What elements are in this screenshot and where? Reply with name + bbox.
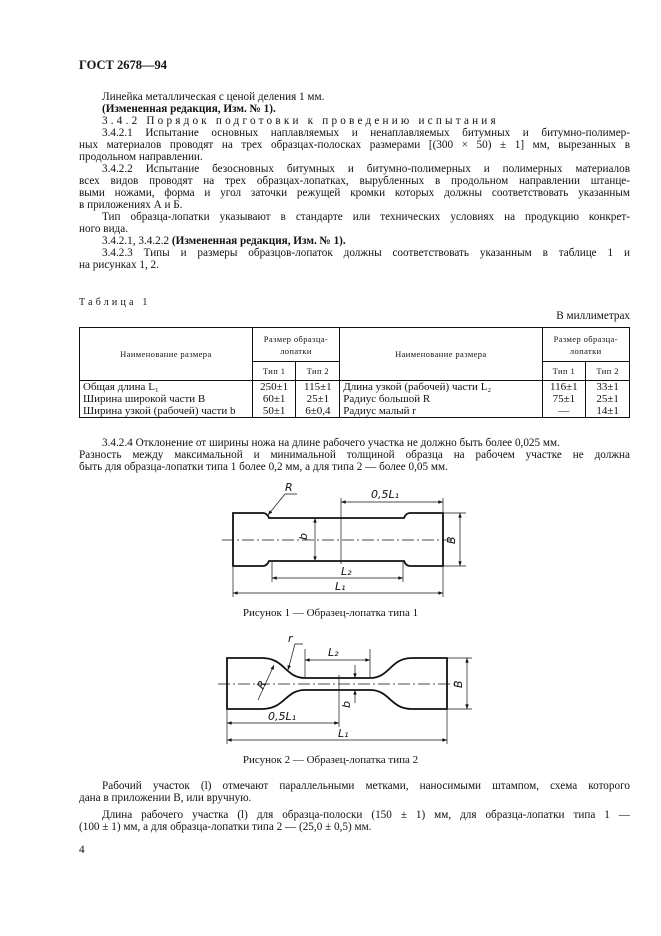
label-R: R <box>285 481 293 494</box>
amendment-note: (Измененная редакция, Изм. № 1). <box>102 103 276 115</box>
column-header: Наименование размера <box>340 328 542 381</box>
column-header: Тип 2 <box>586 362 630 381</box>
column-header: Размер образца-лопатки <box>542 328 630 362</box>
cell: 33±1 <box>586 381 630 394</box>
cell: 14±1 <box>586 405 630 418</box>
paragraph-line: Тип образца-лопатки указывают в стандарте или технических условиях на продукцию конкрет- <box>102 211 630 223</box>
column-header: Тип 1 <box>542 362 586 381</box>
amendment-note: (Измененная редакция, Изм. № 1). <box>171 235 346 247</box>
paragraph-line: ного вида. <box>79 223 129 235</box>
label-B: B <box>452 680 465 688</box>
cell: Ширина узкой (рабочей) части b <box>80 405 253 418</box>
paragraph-line: Разность между максимальной и минимальной толщиной образца на рабочем участке не должна <box>79 449 630 461</box>
cell: 6±0,4 <box>296 405 340 418</box>
cell: 50±1 <box>252 405 296 418</box>
standard-title: ГОСТ 2678—94 <box>79 58 168 72</box>
label-r: r <box>288 632 293 645</box>
label-R: R <box>254 678 270 692</box>
paragraph-line: Длина рабочего участка (l) для образца-полоски (150 ± 1) мм, для образца-лопатки типа 1 — <box>102 809 630 821</box>
label-half-L1: 0,5L₁ <box>268 710 297 723</box>
label-b: b <box>340 701 353 708</box>
cell: Радиус большой R <box>340 393 542 405</box>
cell: 250±1 <box>252 381 296 394</box>
label-half-L1: 0,5L₁ <box>371 488 400 501</box>
cell: 115±1 <box>296 381 340 394</box>
cell: Длина узкой (рабочей) части L₂ <box>340 381 542 394</box>
label-L2: L₂ <box>328 646 339 659</box>
cell: 116±1 <box>542 381 586 394</box>
label-B: B <box>445 536 458 544</box>
cell: 60±1 <box>252 393 296 405</box>
column-header: Наименование размера <box>80 328 253 381</box>
cell: Общая длина L₁ <box>80 381 253 394</box>
figure-2-caption: Рисунок 2 — Образец-лопатка типа 2 <box>242 754 419 766</box>
paragraph-line: выми ножами, форма и угол заточки режущей кромки которых должны соответствовать указанным <box>79 187 630 199</box>
label-L2: L₂ <box>341 565 352 578</box>
label-b: b <box>297 533 310 540</box>
cell: 25±1 <box>296 393 340 405</box>
paragraph-line: Рабочий участок (l) отмечают параллельными метками, наносимыми штампом, схема которого <box>102 780 630 792</box>
paragraph-line: (100 ± 1) мм, а для образца-лопатки типа 2 — (25,0 ± 0,5) мм. <box>79 821 372 833</box>
cell: Ширина широкой части B <box>80 393 253 405</box>
table-caption: Таблица 1 <box>79 297 151 308</box>
cell: Радиус малый r <box>340 405 542 418</box>
cell: — <box>542 405 586 418</box>
figure-1-caption: Рисунок 1 — Образец-лопатка типа 1 <box>242 607 419 619</box>
paragraph-line: всех видов проводят на трех образцах-лопатках, вырубленных в продольном направлении штанце- <box>79 175 630 187</box>
paragraph-line: на рисунках 1, 2. <box>79 259 159 271</box>
column-header: Тип 1 <box>252 362 296 381</box>
label-L1: L₁ <box>335 580 346 593</box>
paragraph-line: Линейка металлическая с ценой деления 1 мм. <box>102 91 325 103</box>
paragraph-line: 3.4.2.4 Отклонение от ширины ножа на длине рабочего участка не должно быть более 0,025 мм. <box>102 437 560 449</box>
paragraph-line: дана в приложении В, или вручную. <box>79 792 252 804</box>
paragraph-line: быть для образца-лопатки типа 1 более 0,2 мм, а для типа 2 — более 0,05 мм. <box>79 461 448 473</box>
table-units: В миллиметрах <box>556 310 630 322</box>
paragraph-line: продольном направлении. <box>79 151 203 163</box>
cell: 75±1 <box>542 393 586 405</box>
column-header: Тип 2 <box>296 362 340 381</box>
paragraph-line: в приложениях А и Б. <box>79 199 183 211</box>
page-number: 4 <box>79 844 85 856</box>
paragraph-line: 3.4.2.1 Испытание основных наплавляемых и ненаплавляемых битумных и битумно-полимер- <box>102 127 630 139</box>
column-header: Размер образца-лопатки <box>252 328 339 362</box>
cell: 25±1 <box>586 393 630 405</box>
paragraph-line: ных материалов проводят на трех образцах-полосках размерами [(300 × 50) ± 1] мм, вырезанных в <box>79 139 630 151</box>
paragraph-line: 3.4.2.3 Типы и размеры образцов-лопаток должны соответствовать указанным в таблице 1 и <box>102 247 630 259</box>
label-L1: L₁ <box>338 727 349 740</box>
clause-refs: 3.4.2.1, 3.4.2.2 <box>102 235 170 247</box>
paragraph-line: 3.4.2.2 Испытание безосновных битумных и битумно-полимерных и полимерных материалов <box>102 163 630 175</box>
section-heading: 3.4.2 Порядок подготовки к проведению испытания <box>102 115 499 127</box>
